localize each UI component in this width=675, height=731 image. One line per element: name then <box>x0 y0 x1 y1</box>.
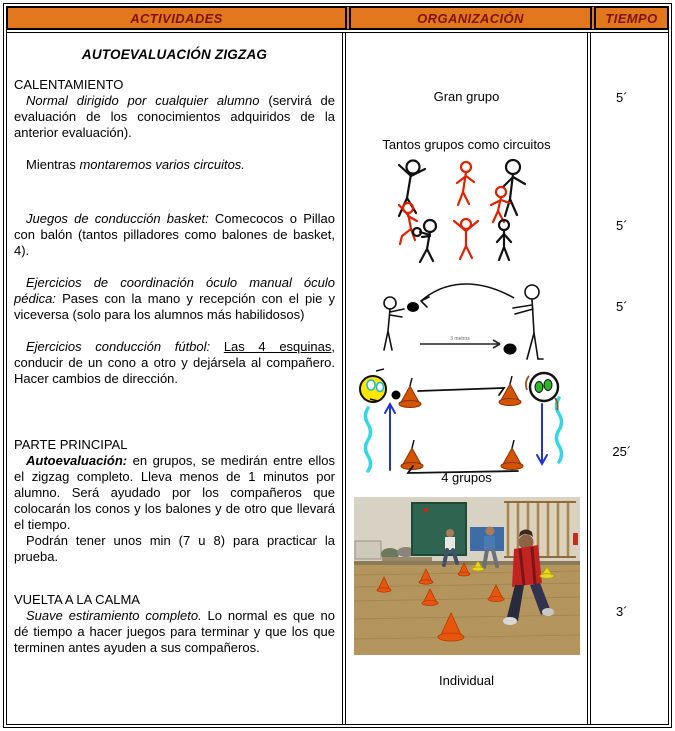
radiator <box>355 541 381 559</box>
activity-paragraph: Mientras montaremos varios circuitos. <box>26 157 245 172</box>
red-figure <box>491 187 510 222</box>
squiggle-line <box>366 408 371 471</box>
black-figure <box>503 160 525 216</box>
black-figure <box>497 220 511 260</box>
cone-icon <box>401 440 423 470</box>
red-figure-arms-up <box>454 219 478 259</box>
activity-paragraph: Juegos de conducción basket: Comecocos o Pillao con balón (tantos pilladores como balones de basket, 4). <box>14 211 335 258</box>
activity-paragraph: Suave estiramiento completo. Lo normal es que no dé tiempo a hacer juegos para terminar y que los que terminen antes ayuden a sus compañeros. <box>14 608 335 655</box>
mat-marker <box>424 508 428 512</box>
table-header-row <box>7 7 668 33</box>
activity-paragraph: Autoevaluación: en grupos, se medirán entre ellos el zigzag completo. Lleva menos de 1 minutos por alumno. Será ayudado por los compañeros que colocarán los conos y los balones y de otro que llevará el tiempo. <box>14 453 335 532</box>
aerial-pass-arrow <box>421 284 514 301</box>
table-body-row <box>7 33 668 724</box>
right-stick-figure <box>513 285 543 359</box>
activity-paragraph: CALENTAMIENTO <box>14 77 124 92</box>
tiempo-value: 25´ <box>612 444 632 459</box>
cone-icon <box>501 440 523 470</box>
activity-paragraph: PARTE PRINCIPAL <box>14 437 128 452</box>
distance-label: 3 metros <box>450 336 470 342</box>
tiempo-value: 5´ <box>616 90 628 105</box>
activities-paragraphs <box>14 77 335 656</box>
ball-passing-drawing <box>352 279 580 369</box>
activity-paragraph: Podrán tener unos min (7 u 8) para practicar la prueba. <box>14 533 335 564</box>
bench <box>382 557 432 561</box>
cone-icon <box>399 378 421 408</box>
arrowhead <box>421 297 429 307</box>
stick-figures-drawing <box>356 158 571 273</box>
tiempo-value: 3´ <box>616 604 628 619</box>
header-actividades: ACTIVIDADES <box>7 7 350 29</box>
activity-paragraph: Ejercicios de coordinación óculo manual óculo pédica: Pases con la mano y recepción con el pie y viceversa (solo para los alumnos más habilidosos) <box>14 275 335 322</box>
up-arrow <box>385 404 395 470</box>
zigzag-circuit-drawing <box>352 368 574 480</box>
session-title: AUTOEVALUACIÓN ZIGZAG <box>81 47 268 62</box>
label-gran-grupo: Gran grupo <box>433 89 500 104</box>
top-course-line <box>418 388 504 395</box>
black-figure-with-ball <box>413 220 436 262</box>
activity-paragraph: Normal dirigido por cualquier alumno (servirá de evaluación de los conocimientos adquiridos de la anterior evaluación). <box>14 93 335 140</box>
smiley-face-icon <box>360 369 386 402</box>
lesson-plan-table <box>3 3 672 728</box>
label-4-grupos: 4 grupos <box>441 470 492 485</box>
tiempo-value: 5´ <box>616 218 628 233</box>
down-arrow <box>537 404 547 464</box>
column-organizacion <box>346 33 591 724</box>
green-mat <box>412 503 466 555</box>
tiempo-value: 5´ <box>616 299 628 314</box>
ball-icon <box>407 302 419 312</box>
header-tiempo: TIEMPO <box>595 7 668 29</box>
gym-photo <box>354 497 580 655</box>
label-individual: Individual <box>439 673 494 688</box>
activity-paragraph: VUELTA A LA CALMA <box>14 592 140 607</box>
activity-paragraph: Ejercicios conducción fútbol: Las 4 esquinas, conducir de un cono a otro y dejársela al compañero. Hacer cambios de dirección. <box>14 339 335 386</box>
header-organizacion: ORGANIZACIÓN <box>350 7 595 29</box>
ball-icon <box>392 391 401 400</box>
fire-extinguisher <box>573 533 578 545</box>
ball-icon <box>504 344 517 355</box>
column-tiempo <box>591 33 668 724</box>
left-stick-figure <box>384 297 404 350</box>
label-tantos-grupos: Tantos grupos como circuitos <box>382 137 551 152</box>
red-figure <box>457 162 474 205</box>
column-actividades <box>7 33 346 724</box>
